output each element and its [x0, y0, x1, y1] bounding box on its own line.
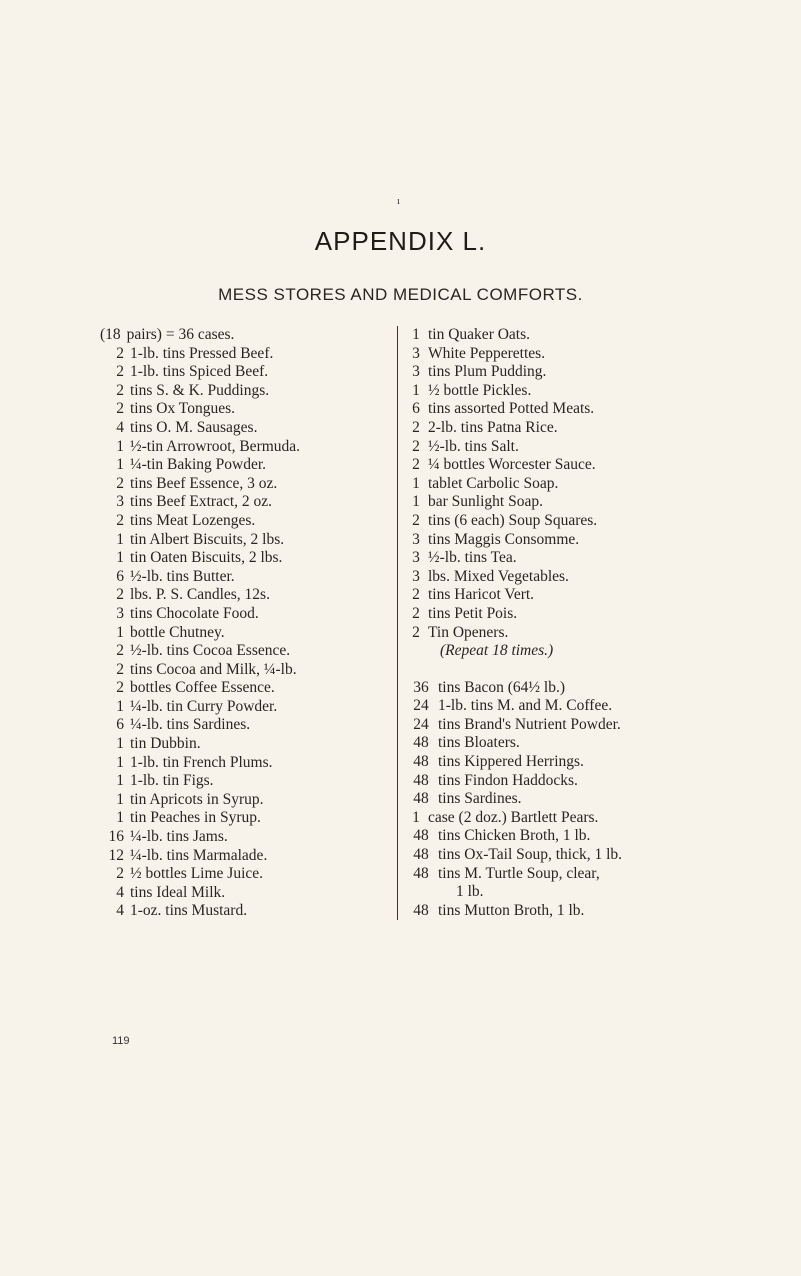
item-description: tins Bloaters.: [438, 734, 520, 752]
list-item: [410, 475, 801, 494]
item-quantity: 2: [412, 437, 420, 455]
item-quantity: 2: [412, 604, 420, 622]
item-quantity: 1: [412, 493, 420, 511]
item-description: tins O. M. Sausages.: [130, 418, 258, 436]
list-item: [410, 902, 801, 921]
list-item: [410, 865, 801, 884]
item-description: tablet Carbolic Soap.: [428, 474, 559, 492]
item-description: 1-lb. tins M. and M. Coffee.: [438, 697, 613, 715]
item-quantity: 1: [116, 623, 124, 641]
list-item: [100, 772, 400, 791]
item-quantity: 3: [412, 567, 420, 585]
item-quantity: 48: [413, 901, 429, 919]
item-description: tins Petit Pois.: [428, 604, 518, 622]
item-quantity: 2: [116, 511, 124, 529]
item-quantity: 3: [412, 530, 420, 548]
item-quantity: 2: [116, 660, 124, 678]
item-description: tins Haricot Vert.: [428, 586, 535, 604]
item-quantity: 4: [116, 418, 124, 436]
item-description: ½-lb. tins Cocoa Essence.: [130, 642, 291, 660]
item-description: lbs. P. S. Candles, 12s.: [130, 586, 270, 604]
item-quantity: 4: [116, 902, 124, 920]
item-description: 2-lb. tins Patna Rice.: [428, 418, 558, 436]
item-description: Tin Openers.: [428, 623, 509, 641]
item-description: ¼ bottles Worcester Sauce.: [428, 456, 596, 474]
item-description: tin Peaches in Syrup.: [130, 809, 261, 827]
list-item: [410, 624, 801, 643]
item-quantity: 1: [116, 549, 124, 567]
item-description: ½-tin Arrowroot, Bermuda.: [130, 437, 301, 455]
list-item: [100, 438, 400, 457]
list-item: [100, 400, 400, 419]
item-quantity: 2: [412, 418, 420, 436]
list-item: [100, 661, 400, 680]
item-description: tin Dubbin.: [130, 735, 201, 753]
item-description: tins (6 each) Soup Squares.: [428, 511, 598, 529]
item-description: tins Kippered Herrings.: [438, 753, 584, 771]
list-item: [410, 438, 801, 457]
item-quantity: 48: [413, 790, 429, 808]
item-description: tins Beef Extract, 2 oz.: [130, 493, 273, 511]
list-item: [100, 624, 400, 643]
list-item: [410, 827, 801, 846]
item-description: ½ bottles Lime Juice.: [130, 865, 264, 883]
item-description: ¼-lb. tins Sardines.: [130, 716, 251, 734]
item-description: tin Oaten Biscuits, 2 lbs.: [130, 549, 283, 567]
item-description: tins S. & K. Puddings.: [130, 381, 270, 399]
item-quantity: 24: [413, 697, 429, 715]
list-item: [100, 363, 400, 382]
item-quantity: 48: [413, 846, 429, 864]
list-item: [410, 586, 801, 605]
item-quantity: 6: [116, 716, 124, 734]
item-description: tins Brand's Nutrient Powder.: [438, 715, 621, 733]
item-quantity: (18: [100, 326, 121, 343]
item-quantity: [410, 883, 422, 902]
list-item: [100, 586, 400, 605]
list-item: [410, 512, 801, 531]
item-quantity: 2: [116, 586, 124, 604]
item-quantity: 3: [412, 344, 420, 362]
list-item: [100, 828, 400, 847]
item-description: lbs. Mixed Vegetables.: [428, 567, 569, 585]
item-quantity: 4: [116, 883, 124, 901]
list-item: [410, 493, 801, 512]
list-item: [100, 512, 400, 531]
item-quantity: 3: [116, 493, 124, 511]
item-quantity: 12: [108, 846, 124, 864]
item-description: tins Findon Haddocks.: [438, 771, 578, 789]
item-quantity: 48: [413, 753, 429, 771]
item-quantity: 2: [412, 623, 420, 641]
item-description: ½-lb. tins Butter.: [130, 567, 235, 585]
item-quantity: 1: [116, 790, 124, 808]
item-quantity: 2: [412, 456, 420, 474]
item-description: tins Bacon (64½ lb.): [438, 678, 565, 696]
item-description: ¼-tin Baking Powder.: [130, 456, 267, 474]
item-quantity: 1: [116, 809, 124, 827]
list-item: [410, 642, 801, 661]
item-quantity: 6: [116, 567, 124, 585]
item-quantity: 1: [116, 456, 124, 474]
item-quantity: [410, 642, 422, 661]
list-item: [100, 642, 400, 661]
right-column-list: [397, 326, 801, 920]
list-item: [410, 734, 801, 753]
list-item: [100, 568, 400, 587]
item-quantity: 48: [413, 771, 429, 789]
item-quantity: 2: [116, 381, 124, 399]
list-item: [100, 865, 400, 884]
list-item: [410, 419, 801, 438]
list-item: [410, 549, 801, 568]
item-quantity: 1: [116, 735, 124, 753]
item-description: 1-oz. tins Mustard.: [130, 902, 248, 920]
list-item: [410, 790, 801, 809]
item-description: White Pepperettes.: [428, 344, 546, 362]
item-description: ¼-lb. tin Curry Powder.: [130, 697, 278, 715]
list-item: [100, 884, 400, 903]
item-quantity: 1: [116, 772, 124, 790]
item-description: 1 lb.: [456, 883, 484, 901]
item-description: bar Sunlight Soap.: [428, 493, 543, 511]
item-quantity: 24: [413, 715, 429, 733]
item-description: tins Maggis Consomme.: [428, 530, 580, 548]
item-description: tins Plum Pudding.: [428, 363, 547, 381]
item-description: tins Ox Tongues.: [130, 400, 235, 418]
item-description: tins Chocolate Food.: [130, 604, 259, 622]
list-item: [100, 847, 400, 866]
item-quantity: 16: [108, 828, 124, 846]
page-number: 119: [112, 1035, 130, 1047]
list-item: [410, 716, 801, 735]
list-item: [410, 605, 801, 624]
item-quantity: 3: [412, 549, 420, 567]
left-column-list: [100, 326, 400, 921]
list-item: [100, 456, 400, 475]
item-description: 1-lb. tin French Plums.: [130, 753, 273, 771]
print-mark: ı: [397, 196, 400, 207]
list-item: [410, 809, 801, 828]
item-description: bottles Coffee Essence.: [130, 679, 275, 697]
item-quantity: 2: [116, 865, 124, 883]
list-item: [100, 419, 400, 438]
item-quantity: 2: [412, 586, 420, 604]
list-item: [100, 902, 400, 921]
list-item: [100, 549, 400, 568]
item-description: 1-lb. tin Figs.: [130, 772, 214, 790]
item-quantity: 48: [413, 734, 429, 752]
list-item: [410, 456, 801, 475]
list-item: [410, 753, 801, 772]
item-description: tins Ideal Milk.: [130, 883, 226, 901]
item-description: (Repeat 18 times.): [440, 642, 554, 660]
item-quantity: 1: [412, 381, 420, 399]
item-description: tins Beef Essence, 3 oz.: [130, 474, 278, 492]
item-quantity: 2: [116, 679, 124, 697]
list-item: [100, 326, 400, 345]
item-quantity: 1: [116, 697, 124, 715]
list-item: [410, 363, 801, 382]
item-description: bottle Chutney.: [130, 623, 225, 641]
item-quantity: 48: [413, 864, 429, 882]
item-quantity: 1: [116, 753, 124, 771]
item-quantity: 2: [116, 363, 124, 381]
list-item: [410, 345, 801, 364]
list-item: [410, 883, 801, 902]
list-item: [410, 846, 801, 865]
item-quantity: 1: [116, 530, 124, 548]
list-item: [410, 697, 801, 716]
item-quantity: 1: [412, 474, 420, 492]
list-item: [100, 791, 400, 810]
item-description: tins Mutton Broth, 1 lb.: [438, 901, 585, 919]
item-quantity: 3: [116, 604, 124, 622]
item-description: tin Quaker Oats.: [428, 326, 531, 343]
item-quantity: 3: [412, 363, 420, 381]
list-item: [410, 531, 801, 550]
list-item: [410, 568, 801, 587]
item-description: tin Apricots in Syrup.: [130, 790, 264, 808]
list-item: [100, 605, 400, 624]
item-description: ¼-lb. tins Jams.: [130, 828, 228, 846]
item-description: tins Meat Lozenges.: [130, 511, 256, 529]
item-description: tins Chicken Broth, 1 lb.: [438, 827, 591, 845]
item-description: pairs) = 36 cases.: [126, 326, 235, 343]
page-heading: APPENDIX L.: [314, 226, 487, 256]
list-item: [100, 382, 400, 401]
list-item: [410, 382, 801, 401]
item-quantity: 36: [413, 678, 429, 696]
item-quantity: 6: [412, 400, 420, 418]
item-description: tins M. Turtle Soup, clear,: [438, 864, 600, 882]
list-item: [100, 716, 400, 735]
item-description: 1-lb. tins Pressed Beef.: [130, 344, 274, 362]
item-description: tins Cocoa and Milk, ¼-lb.: [130, 660, 297, 678]
item-description: case (2 doz.) Bartlett Pears.: [428, 808, 599, 826]
item-description: tin Albert Biscuits, 2 lbs.: [130, 530, 285, 548]
list-item: [410, 679, 801, 698]
item-quantity: 2: [116, 344, 124, 362]
list-item: [410, 400, 801, 419]
list-item: [100, 698, 400, 717]
item-quantity: 1: [412, 808, 420, 826]
item-quantity: 2: [116, 400, 124, 418]
item-description: tins Ox-Tail Soup, thick, 1 lb.: [438, 846, 623, 864]
list-item: [100, 345, 400, 364]
item-quantity: 2: [116, 642, 124, 660]
item-description: ½-lb. tins Salt.: [428, 437, 519, 455]
item-description: tins assorted Potted Meats.: [428, 400, 595, 418]
item-description: ½ bottle Pickles.: [428, 381, 532, 399]
item-description: ¼-lb. tins Marmalade.: [130, 846, 268, 864]
list-item: [100, 735, 400, 754]
item-quantity: 1: [412, 326, 420, 343]
item-description: tins Sardines.: [438, 790, 522, 808]
item-quantity: 2: [412, 511, 420, 529]
item-description: ½-lb. tins Tea.: [428, 549, 517, 567]
section-spacer: [410, 661, 801, 679]
list-item: [100, 531, 400, 550]
list-item: [100, 493, 400, 512]
item-quantity: 2: [116, 474, 124, 492]
page-subtitle: MESS STORES AND MEDICAL COMFORTS.: [218, 285, 583, 304]
item-quantity: 1: [116, 437, 124, 455]
list-item: [100, 754, 400, 773]
list-item: [410, 772, 801, 791]
list-item: [100, 809, 400, 828]
list-item: [100, 679, 400, 698]
item-description: 1-lb. tins Spiced Beef.: [130, 363, 269, 381]
list-item: [100, 475, 400, 494]
item-quantity: 48: [413, 827, 429, 845]
list-item: [410, 326, 801, 345]
